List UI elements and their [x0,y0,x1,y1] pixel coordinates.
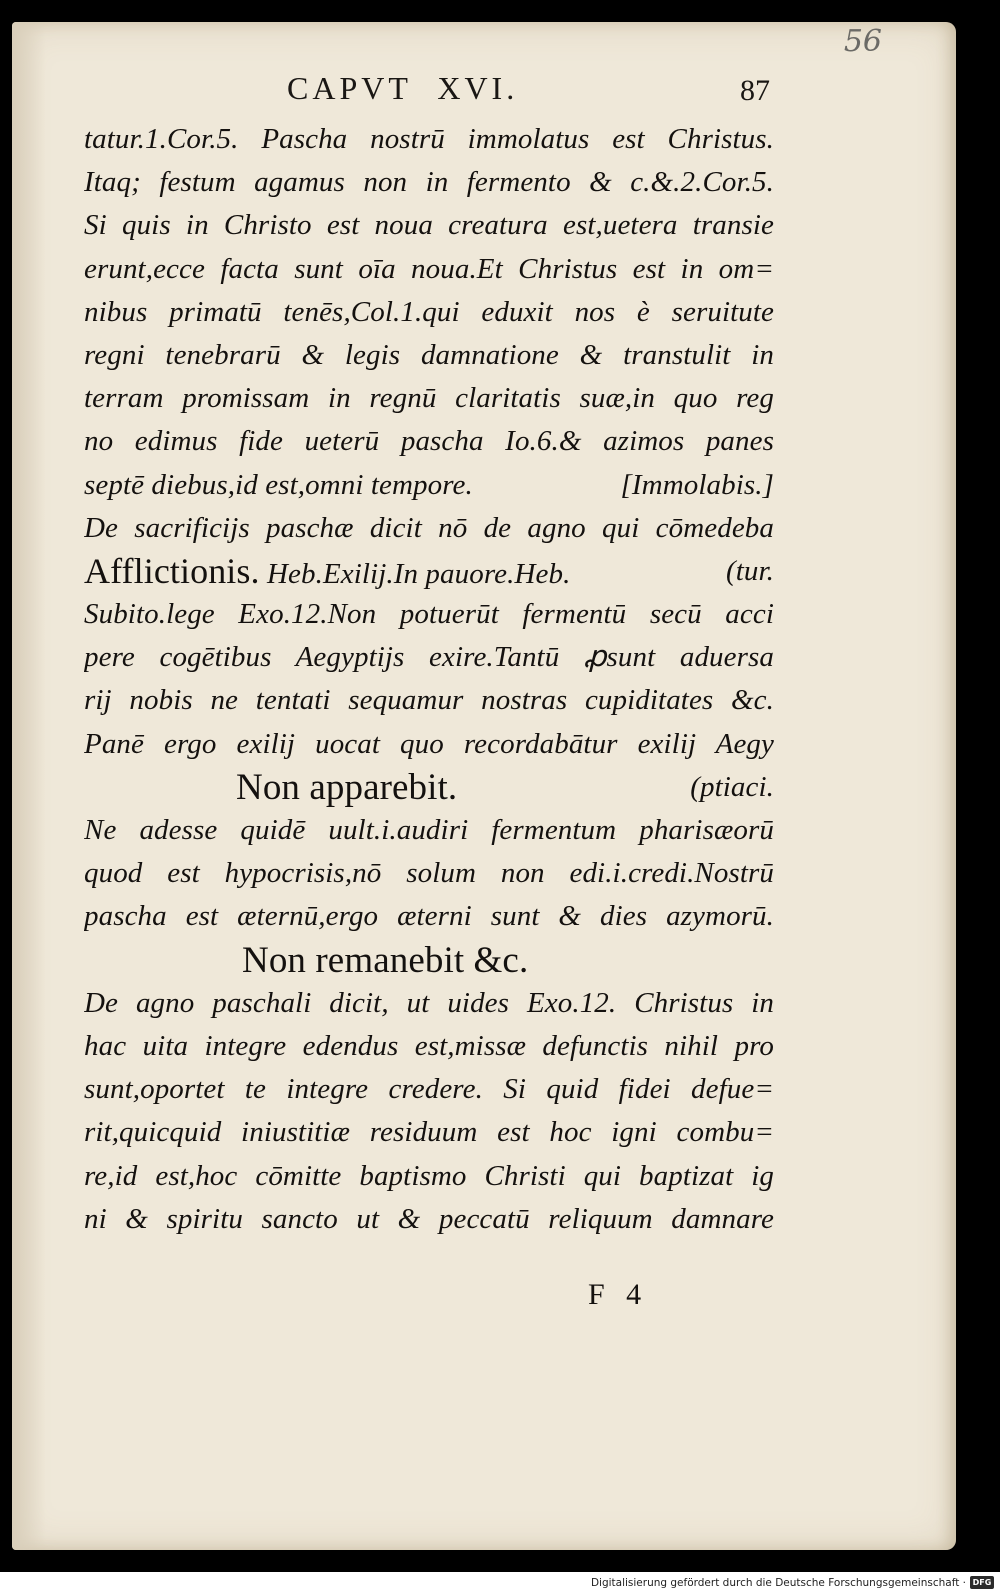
text-line [84,204,774,247]
handwritten-folio-mark: 56 [843,24,882,59]
text-line [84,766,774,809]
text-line [84,291,774,334]
text-line [84,1155,774,1198]
text-line [84,636,774,679]
dfg-logo: DFG [970,1576,994,1589]
text-line [84,248,774,291]
line-text: Subito.lege Exo.12.Non potuerūt fermentū secū acci [84,598,774,631]
text-line [84,1111,774,1154]
line-text: quod est hypocrisis,nō solum non edi.i.credi.Nostrū [84,857,774,890]
page-gutter-shadow [12,22,46,1550]
footer-bar [0,1572,1000,1592]
lemma-heading: Afflictionis. [84,550,260,591]
line-text: De sacrificijs paschæ dicit nō de agno qui cōmedeba [84,511,774,544]
line-text: Ne adesse quidē uult.i.audiri fermentum pharisæorū [84,814,774,846]
text-line [84,377,774,420]
page-number: 87 [740,74,770,107]
text-line [84,939,774,982]
line-text: hac uita integre edendus est,missæ defunctis nihil pro [84,1029,774,1062]
line-text: pascha est æternū,ergo æterni sunt & dies azymorū. [84,900,774,933]
line-text: tatur.1.Cor.5. Pascha nostrū immolatus est Christus. [84,123,774,155]
text-line [84,1025,774,1068]
text-block [84,118,774,1241]
line-text: Panē ergo exilij uocat quo recordabātur exilij Aegy [84,727,774,760]
line-text: sunt,oportet te integre credere. Si quid fidei defue= [84,1073,774,1106]
text-line [84,593,774,636]
line-text: pere cogētibus Aegyptijs exire.Tantū ꝓsunt aduersa [84,641,774,674]
line-text: terram promissam in regnū claritatis suæ,in quo reg [84,382,774,415]
line-text: Itaq; festum agamus non in fermento & c.&.2.Cor.5. [84,166,774,199]
line-text: no edimus fide ueterū pascha Io.6.& azimos panes [84,425,774,458]
line-text: Si quis in Christo est noua creatura est,uetera transie [84,209,774,242]
book-page [12,22,956,1550]
text-line [84,118,774,161]
text-line [84,507,774,550]
text-line [84,679,774,722]
text-line [84,723,774,766]
text-line [84,464,774,507]
text-line [84,334,774,377]
line-text: septē diebus,id est,omni tempore. [84,468,473,501]
text-line [84,161,774,204]
line-text: ni & spiritu sancto ut & peccatū reliquum damnare [84,1202,774,1235]
text-line [84,1198,774,1241]
line-carryover: (ptiaci. [690,770,774,803]
text-line [84,1068,774,1111]
line-text: rit,quicquid iniustitiæ residuum est hoc igni combu= [84,1116,774,1149]
line-text: De agno paschali dicit, ut uides Exo.12. Christus in [84,986,774,1019]
line-text: erunt,ecce facta sunt oīa noua.Et Christus est in om= [84,252,774,285]
line-text: nibus primatū tenēs,Col.1.qui eduxit nos è seruitute [84,295,774,328]
funding-notice: Digitalisierung gefördert durch die Deutsche Forschungsgemeinschaft · [590,1577,966,1589]
line-text: regni tenebrarū & legis damnatione & transtulit in [84,338,774,371]
signature-mark: F 4 [588,1278,642,1311]
text-line [84,550,774,593]
line-carryover: (tur. [725,554,774,587]
text-line [84,809,774,852]
text-line [84,420,774,463]
lemma-heading: Non apparebit. [236,766,458,808]
text-line [84,852,774,895]
lemma-heading: Non remanebit &c. [242,939,529,981]
lemma-marker: [Immolabis.] [620,468,774,501]
line-text: re,id est,hoc cōmitte baptismo Christi qui baptizat ig [84,1159,774,1192]
line-text: rij nobis ne tentati sequamur nostras cupiditates &c. [84,684,774,717]
text-line [84,895,774,938]
text-line [84,982,774,1025]
line-text: Heb.Exilij.In pauore.Heb. [266,557,571,590]
running-title: CAPVT XVI. [287,70,519,106]
